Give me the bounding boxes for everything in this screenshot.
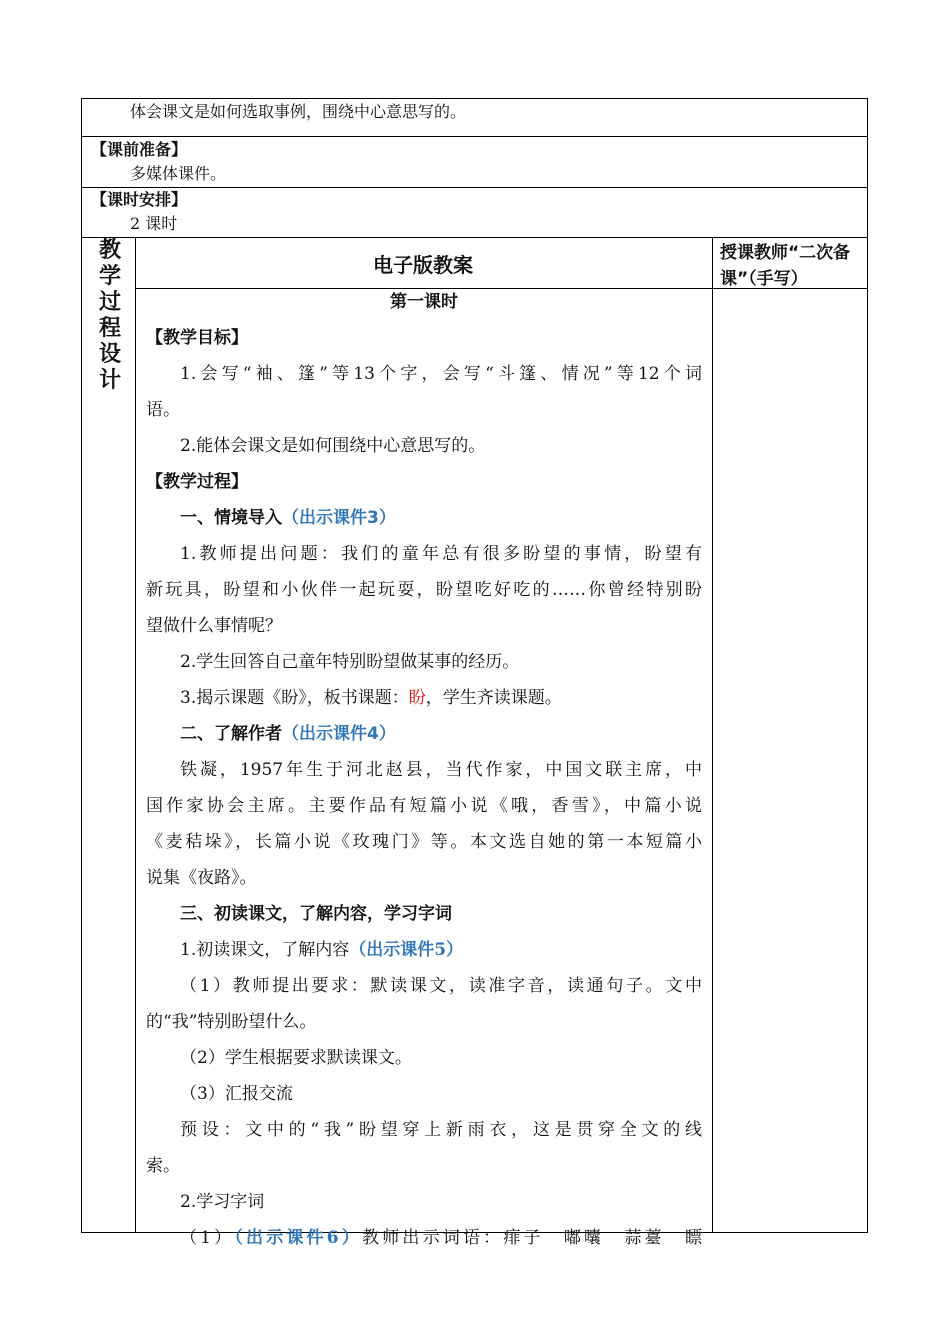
text-run: ，学生齐读课题。: [425, 688, 562, 708]
schedule-text: 2 课时: [130, 214, 178, 233]
paragraph-line: 1.教师提出问题：我们的童年总有很多盼望的事情，盼望有: [180, 544, 702, 564]
side-label-teaching-process: [92, 238, 128, 394]
paragraph-line: 预设：文中的“我”盼望穿上新雨衣，这是贯穿全文的线: [180, 1120, 702, 1140]
goal-line: 语。: [146, 400, 180, 420]
paragraph-line: （1）教师提出要求：默读课文，读准字音，读通句子。文中: [180, 976, 702, 996]
text-run: 1.初读课文，了解内容: [180, 940, 350, 960]
paragraph-line: 新玩具，盼望和小伙伴一起玩耍，盼望吃好吃的……你曾经特别盼: [146, 580, 702, 600]
objective-text: 体会课文是如何选取事例，围绕中心意思写的。: [130, 102, 467, 121]
paragraph-line: 的“我”特别盼望什么。: [146, 1012, 317, 1032]
side-label-char: 计: [98, 368, 121, 393]
courseware-ref: （出示课件4）: [282, 724, 396, 744]
section-heading-author: [146, 716, 702, 752]
paragraph-line: 2.学习字词: [180, 1192, 265, 1212]
section-title: 二、了解作者: [180, 724, 282, 744]
side-label-char: 过: [98, 290, 121, 315]
lesson-title: 第一课时: [390, 292, 458, 312]
board-title-highlight: 盼: [408, 688, 426, 708]
paragraph-line: （2）学生根据要求默读课文。: [180, 1048, 412, 1068]
goal-line: 2.能体会课文是如何围绕中心意思写的。: [180, 436, 486, 456]
section-heading-intro: [146, 500, 702, 536]
paragraph-line: [146, 932, 702, 968]
paragraph-line: 说集《夜路》。: [146, 868, 257, 888]
text-run: 教师出示词语：痱子 嘟囔 蒜薹 瞟: [362, 1228, 702, 1248]
paragraph-line: [146, 680, 702, 716]
teacher-notes-title: 授课教师“二次备课”（手写）: [720, 243, 851, 289]
prep-heading: 【课前准备】: [91, 140, 188, 159]
side-label-char: 设: [98, 342, 121, 367]
paragraph-line: 望做什么事情呢？: [146, 616, 282, 636]
prep-text: 多媒体课件。: [130, 164, 227, 183]
row-divider: [81, 187, 868, 188]
column-divider: [712, 237, 713, 1233]
lesson-body: [146, 284, 702, 1256]
text-run: （1）: [180, 1228, 235, 1248]
paragraph-line: 《麦秸垛》，长篇小说《玫瑰门》等。本文选自她的第一本短篇小: [146, 832, 702, 852]
row-divider: [81, 136, 868, 137]
section-title: 一、情境导入: [180, 508, 282, 528]
paragraph-line: 铁凝，1957年生于河北赵县，当代作家，中国文联主席，中: [180, 760, 702, 780]
section-heading-reading: 三、初读课文，了解内容，学习字词: [180, 904, 452, 924]
paragraph-line: （3）汇报交流: [180, 1084, 293, 1104]
electronic-lesson-plan-title: 电子版教案: [373, 252, 473, 277]
goal-heading: 【教学目标】: [146, 328, 248, 348]
text-run: 3.揭示课题《盼》，板书课题：: [180, 688, 409, 708]
side-label-char: 教: [98, 238, 121, 263]
column-divider: [135, 237, 136, 1233]
paragraph-line: 国作家协会主席。主要作品有短篇小说《哦，香雪》，中篇小说: [146, 796, 702, 816]
side-label-char: 学: [98, 264, 121, 289]
courseware-ref: （出示课件3）: [282, 508, 396, 528]
goal-line: 1.会写“袖、篷”等13个字，会写“斗篷、情况”等12个词: [180, 364, 702, 384]
process-heading: 【教学过程】: [146, 472, 248, 492]
paragraph-line: [146, 1220, 702, 1256]
paragraph-line: 2.学生回答自己童年特别盼望做某事的经历。: [180, 652, 520, 672]
courseware-ref: （出示课件5）: [349, 940, 464, 960]
paragraph-line: 索。: [146, 1156, 180, 1176]
schedule-heading: 【课时安排】: [91, 190, 188, 209]
courseware-ref: （出示课件6）: [234, 1228, 363, 1248]
side-label-char: 程: [98, 316, 121, 341]
